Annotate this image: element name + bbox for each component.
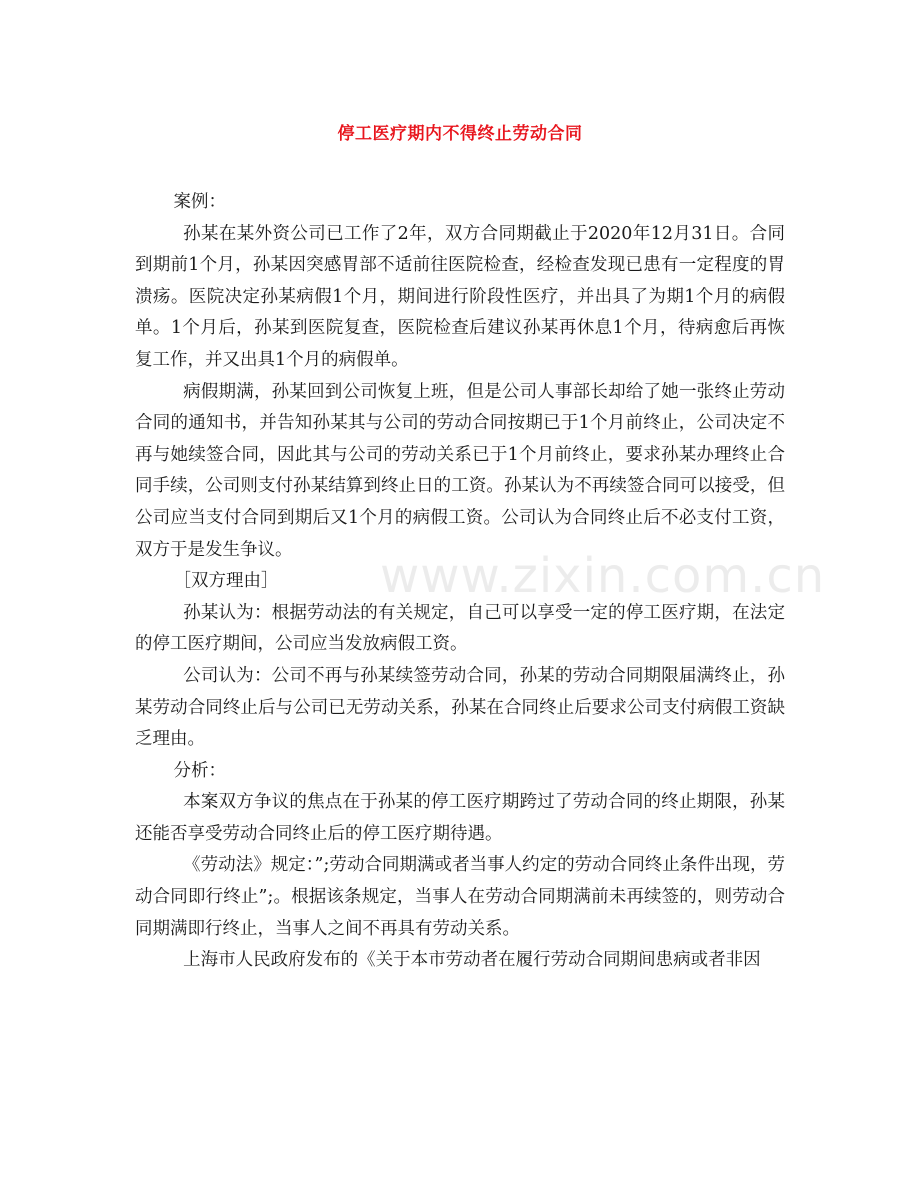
section-label-case: 案例： [173,192,226,212]
paragraph: 公司认为：公司不再与孙某续签劳动合同，孙某的劳动合同期限届满终止，孙某劳动合同终止后与公司已无劳动关系，孙某在合同终止后要求公司支付病假工资缺乏理由。 [135,665,785,750]
section-label-reasons: ［双方理由］ [173,571,279,592]
paragraph: 本案双方争议的焦点在于孙某的停工医疗期跨过了劳动合同的终止期限，孙某还能否享受劳动合同终止后的停工医疗期待遇。 [135,792,785,844]
paragraph: 上海市人民政府发布的《关于本市劳动者在履行劳动合同期间患病或者非因 [183,950,761,971]
paragraph: 《劳动法》规定：”;劳动合同期满或者当事人约定的劳动合同终止条件出现，劳动合同即行终止”;。根据该条规定，当事人在劳动合同期满前未再续签的，则劳动合同期满即行终止，当事人之间不再具有劳动关系。 [135,855,785,939]
paragraph: 孙某认为：根据劳动法的有关规定，自己可以享受一定的停工医疗期，在法定的停工医疗期间，公司应当发放病假工资。 [135,602,785,655]
section-label-analysis: 分析： [173,760,226,781]
document-body [135,187,785,977]
paragraph: 孙某在某外资公司已工作了2年，双方合同期截止于2020年12月31日。合同到期前1个月，孙某因突感胃部不适前往医院检查，经检查发现已患有一定程度的胃溃疡。医院决定孙某病假1个月，期间进行阶段性医疗，并出具了为期1个月的病假单。1个月后，孙某到医院复查，医院检查后建议孙某再休息1个月，待病愈后再恢复工作，并又出具1个月的病假单。 [135,223,785,370]
watermark-text: www.zixin.com.cn [380,548,826,604]
paragraph: 病假期满，孙某回到公司恢复上班，但是公司人事部长却给了她一张终止劳动合同的通知书，并告知孙某其与公司的劳动合同按期已于1个月前终止，公司决定不再与她续签合同，因此其与公司的劳动关系已于1个月前终止，要求孙某办理终止合同手续，公司则支付孙某结算到终止日的工资。孙某认为不再续签合同可以接受，但公司应当支付合同到期后又1个月的病假工资。公司认为合同终止后不必支付工资，双方于是发生争议。 [135,381,785,560]
document-title: 停工医疗期内不得终止劳动合同 [337,124,583,144]
